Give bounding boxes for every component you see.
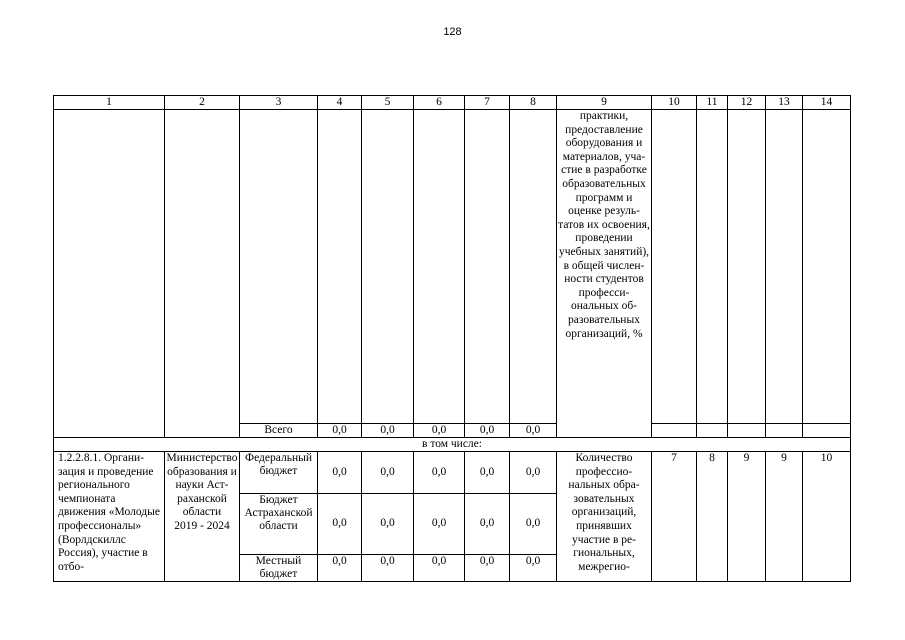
- target-value: 9: [766, 452, 803, 582]
- program-table: [53, 95, 851, 582]
- column-number: 10: [652, 96, 697, 110]
- empty-cell: [652, 424, 697, 438]
- funding-source: Бюджет Астраханской области: [240, 494, 318, 555]
- continued-row: [54, 110, 851, 424]
- page-number: 128: [443, 26, 462, 38]
- column-number: 8: [510, 96, 557, 110]
- total-value: 0,0: [362, 424, 414, 438]
- subheader: в том числе:: [54, 438, 851, 452]
- column-number: 7: [465, 96, 510, 110]
- target-value: 9: [728, 452, 766, 582]
- column-number: 14: [803, 96, 851, 110]
- empty-cell: [728, 110, 766, 424]
- column-number: 5: [362, 96, 414, 110]
- target-value: 10: [803, 452, 851, 582]
- total-row: [54, 424, 851, 438]
- column-number: 6: [414, 96, 465, 110]
- funding-value: 0,0: [414, 452, 465, 494]
- funding-value: 0,0: [318, 452, 362, 494]
- empty-cell: [652, 110, 697, 424]
- empty-cell: [803, 424, 851, 438]
- column-number: 4: [318, 96, 362, 110]
- empty-cell: [318, 110, 362, 424]
- funding-value: 0,0: [510, 494, 557, 555]
- column-number: 9: [557, 96, 652, 110]
- total-value: 0,0: [318, 424, 362, 438]
- column-number-row: [54, 96, 851, 110]
- total-value: 0,0: [414, 424, 465, 438]
- funding-value: 0,0: [362, 555, 414, 582]
- funding-value: 0,0: [414, 555, 465, 582]
- empty-cell: [510, 110, 557, 424]
- funding-value: 0,0: [318, 494, 362, 555]
- funding-value: 0,0: [465, 555, 510, 582]
- total-value: 0,0: [465, 424, 510, 438]
- executor-cell: [165, 452, 240, 582]
- funding-value: 0,0: [318, 555, 362, 582]
- funding-value: 0,0: [414, 494, 465, 555]
- indicator-name: Количество профессиональных образовательных организаций, принявших участие в региональных, межрегио-: [557, 452, 652, 582]
- empty-cell: [803, 110, 851, 424]
- empty-cell: [240, 110, 318, 424]
- empty-cell: [165, 424, 240, 438]
- funding-value: 0,0: [362, 452, 414, 494]
- empty-cell: [766, 424, 803, 438]
- activity-name: 1.2.2.8.1. Организация и проведение регионального чемпионата движения «Молодые профессионалы» (Ворлдскиллс Россия), участие в отбо-: [54, 452, 165, 582]
- column-number: 1: [54, 96, 165, 110]
- column-number: 12: [728, 96, 766, 110]
- funding-value: 0,0: [465, 452, 510, 494]
- empty-cell: [362, 110, 414, 424]
- funding-value: 0,0: [465, 494, 510, 555]
- empty-cell: [728, 424, 766, 438]
- empty-cell: [414, 110, 465, 424]
- funding-value: 0,0: [510, 452, 557, 494]
- funding-value: 0,0: [362, 494, 414, 555]
- empty-cell: [54, 110, 165, 438]
- funding-source: Местный бюджет: [240, 555, 318, 582]
- column-number: 3: [240, 96, 318, 110]
- funding-value: 0,0: [510, 555, 557, 582]
- subheader-row: [54, 438, 851, 452]
- column-number: 2: [165, 96, 240, 110]
- funding-source: Федеральный бюджет: [240, 452, 318, 494]
- column-number: 11: [697, 96, 728, 110]
- empty-cell: [766, 110, 803, 424]
- target-value: 7: [652, 452, 697, 582]
- funding-row-federal: [54, 452, 851, 494]
- executor: Министерство образования и науки Астраханской области: [166, 452, 238, 519]
- empty-cell: [697, 110, 728, 424]
- indicator-description: практики, предоставление оборудования и материалов, участие в разработке образовательных программ и оценке результатов их освоения, проведении учебных занятий), в общей численности студентов профессиональных образовательных организаций, %: [557, 110, 652, 438]
- column-number: 13: [766, 96, 803, 110]
- empty-cell: [465, 110, 510, 424]
- total-label: Всего: [240, 424, 318, 438]
- total-value: 0,0: [510, 424, 557, 438]
- period: 2019 - 2024: [174, 519, 230, 532]
- empty-cell: [697, 424, 728, 438]
- target-value: 8: [697, 452, 728, 582]
- empty-cell: [165, 110, 240, 424]
